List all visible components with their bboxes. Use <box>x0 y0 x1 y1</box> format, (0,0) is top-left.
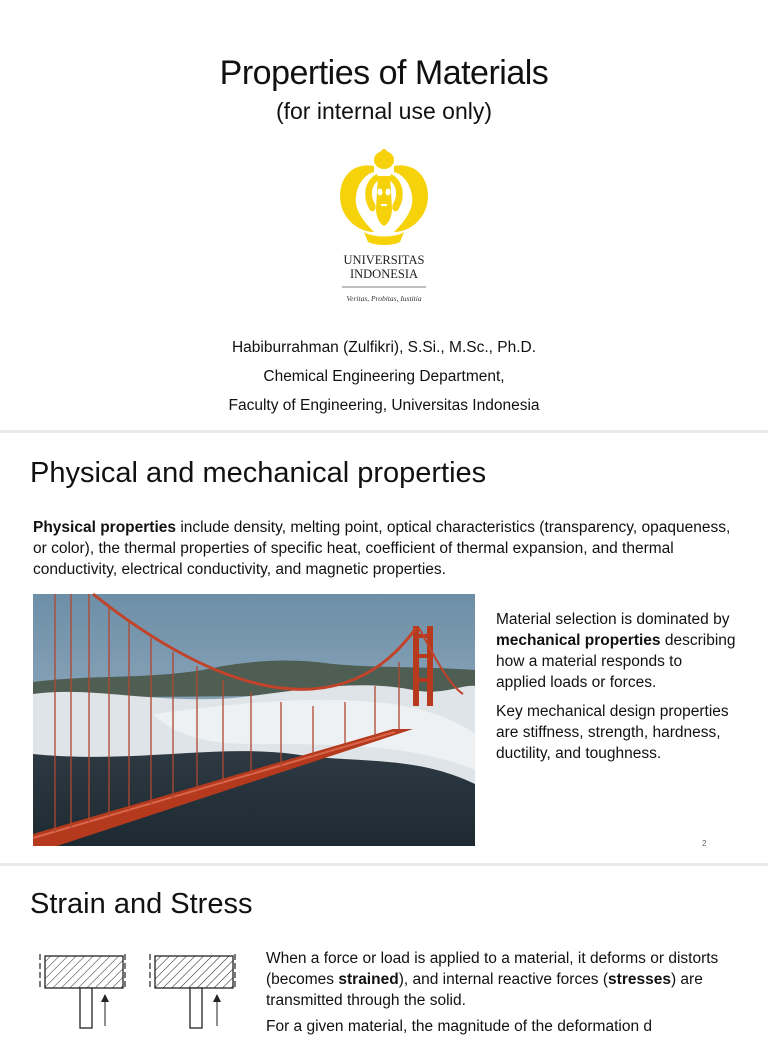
author-faculty: Faculty of Engineering, Universitas Indonesia <box>228 397 540 414</box>
slide-title: Properties of Materials <box>219 54 549 92</box>
author-block <box>0 333 768 420</box>
logo-name-line2: INDONESIA <box>349 267 419 281</box>
logo-motto: Veritas, Probitas, Iustitia <box>346 294 422 303</box>
tensile-specimen-diagram <box>35 946 250 1026</box>
author-name: Habiburrahman (Zulfikri), S.Si., M.Sc., Ph.D. <box>231 339 537 356</box>
page-number: 2 <box>702 839 707 848</box>
slide-heading: Strain and Stress <box>30 888 253 920</box>
strain-stress-slide <box>0 866 768 1035</box>
deformation-paragraph: For a given material, the magnitude of the deformation d <box>266 1018 652 1035</box>
slide-heading: Physical and mechanical properties <box>30 457 487 489</box>
strain-stress-paragraph: When a force or load is applied to a material, it deforms or distorts (becomes strained), and internal reactive forces (stresses) are transmitted through the solid. <box>266 950 719 1009</box>
makara-logo-icon <box>334 148 434 314</box>
design-properties-paragraph: Key mechanical design properties are stiffness, strength, hardness, ductility, and toughness. <box>496 703 729 762</box>
physical-properties-paragraph: Physical properties include density, melting point, optical characteristics (transparency, opaqueness, or color), the thermal properties of specific heat, coefficient of thermal expansion, and thermal conductivity, electrical conductivity, and magnetic properties. <box>33 519 731 578</box>
author-department: Chemical Engineering Department, <box>263 368 505 385</box>
university-logo <box>334 148 434 314</box>
logo-name-line1: UNIVERSITAS <box>343 253 425 267</box>
selection-paragraph: Material selection is dominated by mechanical properties describing how a material responds to applied loads or forces. <box>496 611 736 691</box>
slide-subtitle: (for internal use only) <box>275 98 493 124</box>
golden-gate-bridge-photo <box>33 594 475 846</box>
title-slide <box>0 0 768 430</box>
mechanical-properties-text <box>496 609 736 772</box>
properties-slide <box>0 433 768 863</box>
physical-properties-term: Physical properties <box>33 519 177 536</box>
